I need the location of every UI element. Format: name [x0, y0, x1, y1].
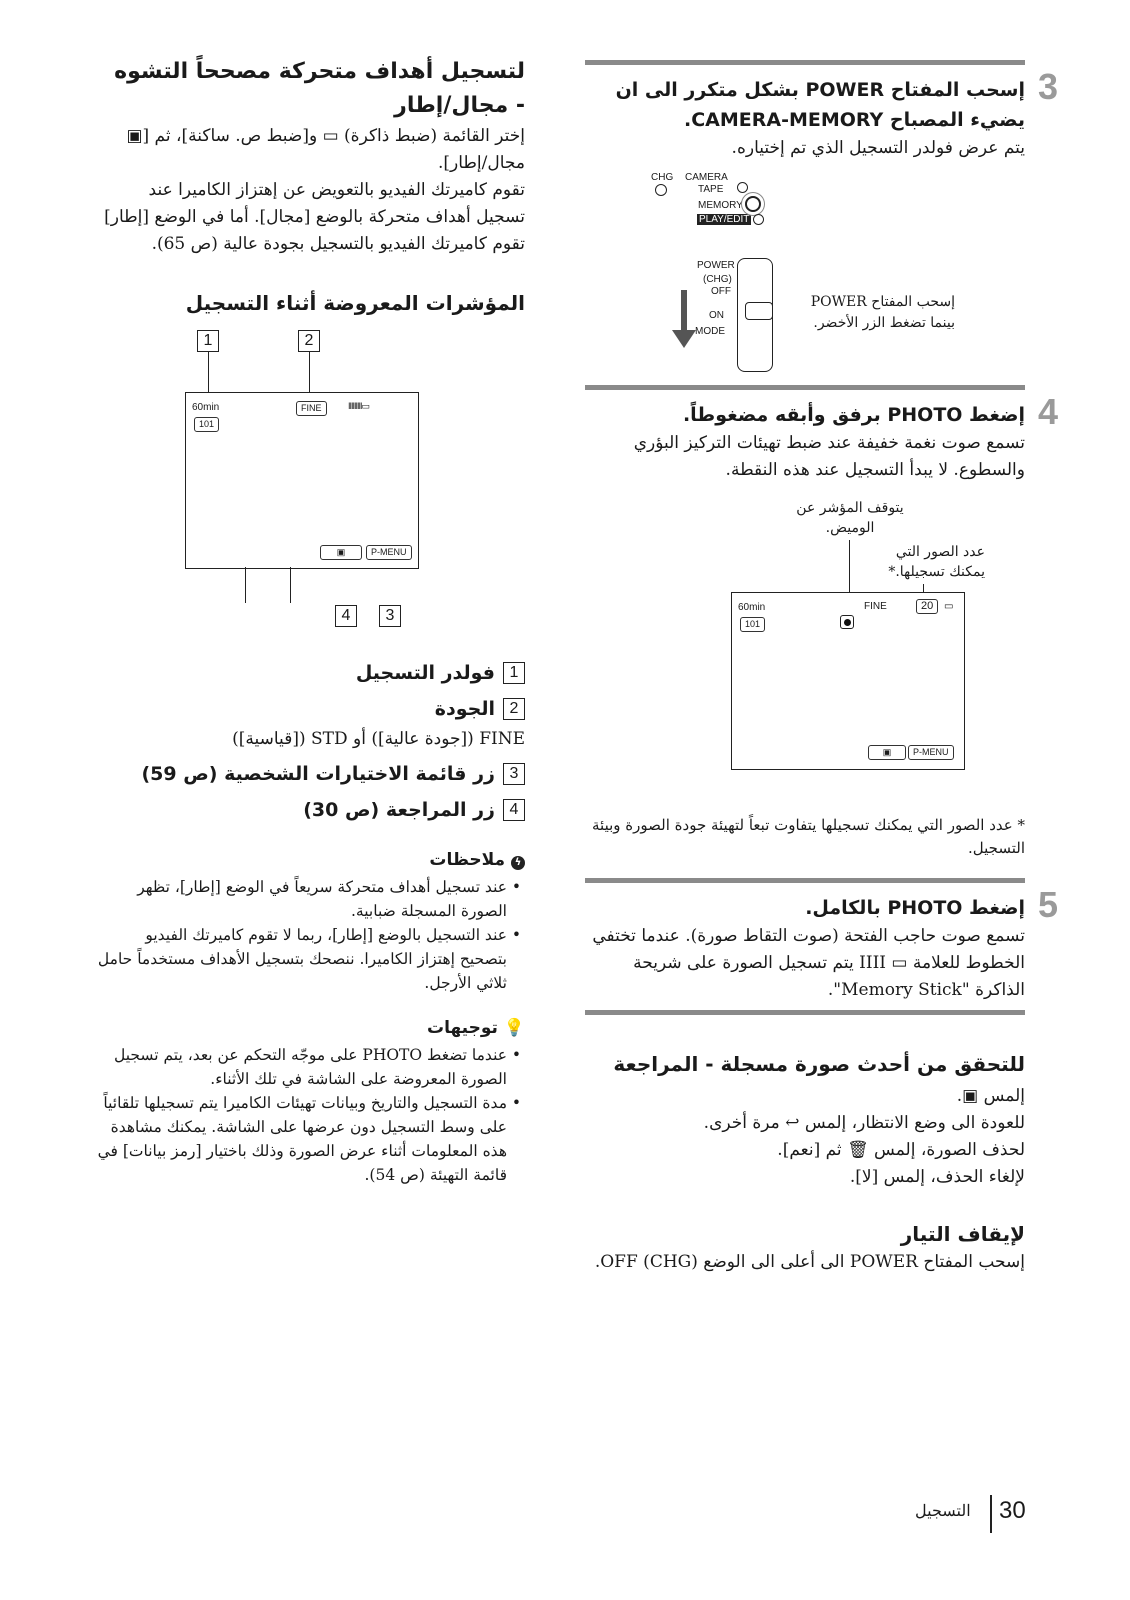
page-footer	[915, 1495, 1035, 1535]
notes-icon: ϟ	[511, 856, 525, 870]
review-button[interactable]: ▣	[320, 545, 362, 560]
playedit-lamp-icon	[753, 214, 764, 225]
annot-image-count-line2: يمكنك تسجيلها.*	[888, 564, 985, 580]
p-menu-button[interactable]: P-MENU	[366, 545, 412, 560]
tips-title: توجيهات	[426, 1018, 498, 1038]
step-5-body: تسمع صوت حاجب الفتحة (صوت التقاط صورة). عندما تختفي الخطوط للعلامة ▭ IIII يتم تسجيل الصورة على شريحة الذاكرة "Memory Stick".	[592, 926, 1025, 1000]
legend-number: 3	[503, 763, 525, 785]
leader-line-3	[290, 567, 291, 603]
legend-text: الجودة	[434, 698, 495, 720]
review-title: للتحقق من أحدث صورة مسجلة - المراجعة	[613, 1052, 1025, 1076]
power-caption-line2: بينما تضغط الزر الأخضر.	[813, 315, 955, 331]
step-3-title-line1: إسحب المفتاح POWER بشكل متكرر الى ان	[615, 79, 1025, 101]
indicator-legend	[95, 658, 525, 825]
callout-3: 3	[379, 605, 401, 627]
legend-item	[95, 658, 525, 688]
footer-section-name: التسجيل	[915, 1501, 971, 1520]
tape-lamp-icon	[737, 182, 748, 193]
switch-chg-label: (CHG)	[703, 274, 732, 285]
review-line-4: لإلغاء الحذف، إلمس [لا].	[849, 1167, 1025, 1187]
lamp-camera-label: CAMERA	[685, 172, 728, 183]
power-off-title: لإيقاف التيار	[900, 1222, 1025, 1246]
annot-stop-blink-line2: الوميض.	[825, 520, 875, 536]
quality-indicator: FINE	[864, 601, 887, 612]
quality-indicator: FINE	[296, 401, 327, 416]
tip-item: • مدة التسجيل والتاريخ وبيانات تهيئات الكاميرا يتم تسجيلها تلقائياً على وسط التسجيل دون عرضها على الشاشة. يمكنك مشاهدة هذه المعلومات أثناء عرض الصورة وذلك باختيار [رمز بيانات] في قائمة التهيئة (ص 54).	[95, 1091, 507, 1187]
legend-number: 2	[503, 698, 525, 720]
review-line-2: للعودة الى وضع الانتظار، إلمس ↩ مرة أخرى.	[703, 1113, 1025, 1133]
power-off-body: إسحب المفتاح POWER الى أعلى الى الوضع (CHG) OFF.	[594, 1252, 1025, 1272]
power-caption-line1: إسحب المفتاح POWER	[810, 294, 955, 310]
tips-list	[95, 1043, 525, 1187]
lamp-memory-label: MEMORY	[698, 200, 743, 211]
folder-indicator: 101	[194, 417, 219, 432]
footer-divider	[990, 1495, 992, 1533]
legend-number: 1	[503, 662, 525, 684]
quality-detail: FINE ([جودة عالية]) أو STD ([قياسية])	[232, 729, 525, 749]
switch-power-label: POWER	[697, 260, 735, 271]
switch-mode-label: MODE	[695, 326, 725, 337]
lamp-tape-label: TAPE	[698, 184, 724, 195]
notes-title: ملاحظات	[429, 850, 506, 870]
legend-text: زر قائمة الاختيارات الشخصية (ص 59)	[141, 763, 495, 785]
power-switch-diagram	[585, 162, 1025, 377]
lcd-screen-photo	[731, 592, 965, 770]
leader-line-2	[309, 352, 310, 396]
paragraph-field-frame-desc: تقوم كاميرتك الفيديو بالتعويض عن إهتزاز الكاميرا عند تسجيل أهداف متحركة بالوضع [مجال]. أما في الوضع [إطار] تقوم كاميرتك الفيديو بالتسجيل بجودة عالية (ص 65).	[104, 180, 525, 254]
down-arrow-shaft	[681, 290, 687, 332]
section-title-indicators: المؤشرات المعروضة أثناء التسجيل	[185, 291, 525, 315]
callout-4: 4	[335, 605, 357, 627]
lcd-screen	[185, 392, 419, 569]
step-4	[585, 385, 1058, 860]
step-5-title: إضغط PHOTO بالكامل.	[805, 897, 1025, 919]
step-number: 4	[1037, 391, 1058, 432]
legend-item	[95, 759, 525, 789]
memory-lamp-lit-icon	[745, 196, 761, 212]
memory-stick-icon: ▭	[944, 601, 954, 612]
left-column	[95, 55, 525, 1187]
p-menu-button[interactable]: P-MENU	[908, 745, 954, 760]
memory-capacity-icon: IIIIIIIII▭	[348, 401, 370, 411]
power-off-section	[585, 1219, 1025, 1276]
section-subtitle-field-frame: - مجال/إطار	[394, 93, 525, 118]
annot-image-count-line1: عدد الصور التي	[895, 544, 985, 560]
step-5	[585, 878, 1058, 1015]
folder-indicator: 101	[740, 617, 765, 632]
switch-knob[interactable]	[745, 302, 773, 320]
battery-time: 60min	[192, 402, 220, 413]
lamp-chg-label: CHG	[651, 172, 674, 183]
power-caption	[785, 292, 955, 334]
down-arrow-icon	[672, 330, 696, 348]
section-title-distortion: لتسجيل أهداف متحركة مصححاً التشوه	[114, 59, 525, 84]
step-4-title: إضغط PHOTO برفق وأبقه مضغوطاً.	[682, 404, 1025, 426]
image-count: 20	[916, 599, 938, 614]
tips-section	[95, 1013, 525, 1187]
notes-section	[95, 845, 525, 995]
review-button[interactable]: ▣	[868, 745, 906, 760]
step-3	[585, 60, 1058, 377]
legend-item	[95, 795, 525, 825]
note-item: • عند تسجيل أهداف متحركة سريعاً في الوضع [إطار]، تظهر الصورة المسجلة ضبابية.	[95, 875, 507, 923]
paragraph-menu-select: إختر القائمة (ضبط ذاكرة) ▭ و[ضبط ص. ساكنة]، ثم [▣ مجال/إطار].	[126, 126, 525, 173]
step-number: 3	[1037, 66, 1058, 107]
note-item: • عند التسجيل بالوضع [إطار]، ربما لا تقوم كاميرتك الفيديو بتصحيح إهتزاز الكاميرا. ننصحك بتسجيل الأهداف مستخدماً حامل ثلاثي الأرجل.	[95, 923, 507, 995]
callout-1: 1	[197, 330, 219, 352]
lightbulb-icon: 💡	[503, 1018, 525, 1038]
right-column	[585, 60, 1058, 1276]
switch-on-label: ON	[709, 310, 724, 321]
annot-stop-blink-line1: يتوقف المؤشر عن	[796, 500, 904, 516]
notes-list	[95, 875, 525, 995]
step-4-body: تسمع صوت نغمة خفيفة عند ضبط تهيئات التركيز البؤري والسطوع. لا يبدأ التسجيل عند هذه النقطة.	[633, 433, 1025, 480]
annot-image-count	[875, 542, 985, 582]
lamp-playedit-label: PLAY/EDIT	[699, 214, 750, 225]
step-3-title-line2: يضيء المصباح CAMERA-MEMORY.	[684, 109, 1025, 131]
legend-item	[95, 694, 525, 724]
legend-text: زر المراجعة (ص 30)	[303, 799, 495, 821]
leader-line-4	[245, 567, 246, 603]
tip-item: • عندما تضغط PHOTO على موجّه التحكم عن بعد، يتم تسجيل الصورة المعروضة على الشاشة في تلك الأثناء.	[95, 1043, 507, 1091]
step-number: 5	[1037, 884, 1058, 925]
review-section	[585, 1049, 1025, 1191]
review-line-1: إلمس ▣.	[956, 1086, 1025, 1106]
indicator-diagram	[95, 330, 525, 640]
page-number: 30	[999, 1497, 1026, 1524]
footnote-image-count: * عدد الصور التي يمكنك تسجيلها يتفاوت تبعاً لتهيئة جودة الصورة وبيئة التسجيل.	[592, 816, 1025, 857]
legend-text: فولدر التسجيل	[355, 662, 495, 684]
switch-off-label: OFF	[711, 286, 731, 297]
review-line-3: لحذف الصورة، إلمس 🗑 ثم [نعم].	[777, 1140, 1025, 1160]
photo-lcd-diagram	[585, 484, 1025, 814]
chg-lamp-icon	[655, 184, 667, 196]
legend-number: 4	[503, 799, 525, 821]
battery-time: 60min	[738, 602, 766, 613]
step-3-body: يتم عرض فولدر التسجيل الذي تم إختياره.	[731, 138, 1025, 158]
callout-2: 2	[298, 330, 320, 352]
focus-dot-icon	[844, 619, 851, 626]
annot-stop-blink	[785, 498, 915, 538]
